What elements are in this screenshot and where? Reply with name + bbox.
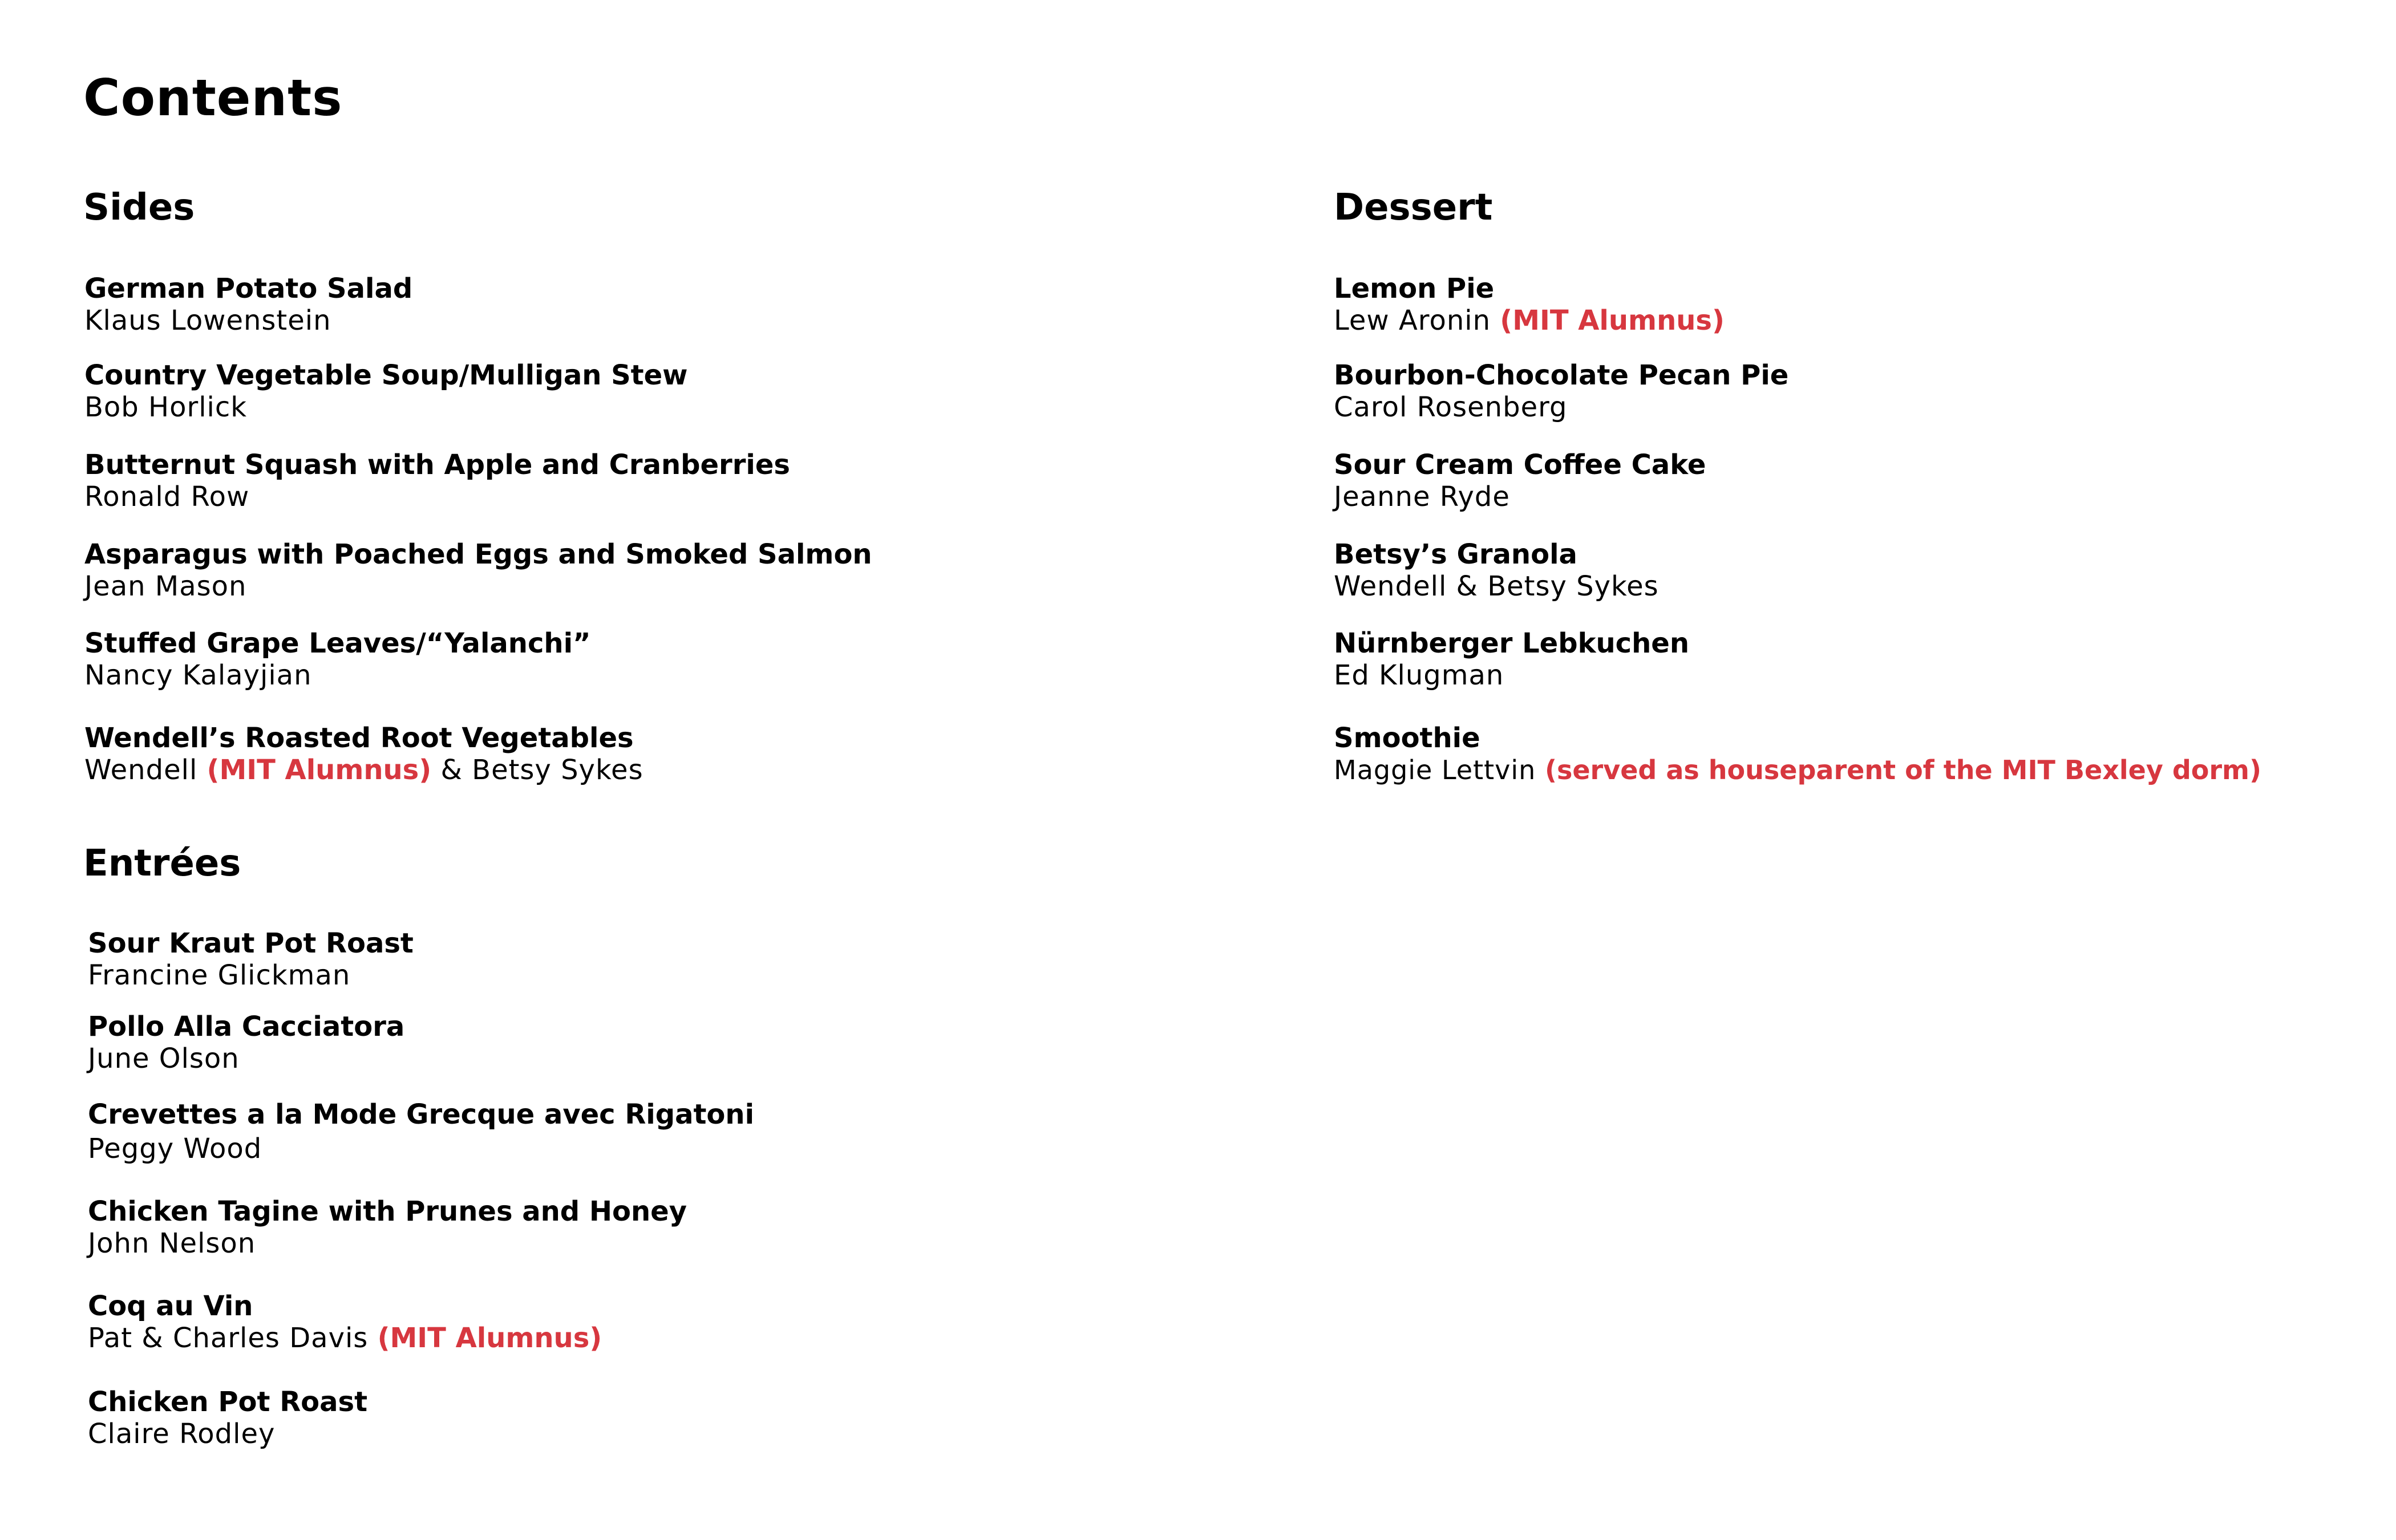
recipe-author: Jean Mason (84, 570, 247, 602)
toc-entry (88, 1386, 367, 1450)
toc-entry (1334, 359, 1788, 423)
recipe-title: German Potato Salad (84, 273, 413, 305)
toc-entry (88, 1011, 404, 1075)
recipe-author: Wendell & Betsy Sykes (1334, 570, 1659, 602)
recipe-title: Smoothie (1334, 722, 1480, 754)
author-name: Wendell (84, 754, 207, 786)
recipe-title: Bourbon-Chocolate Pecan Pie (1334, 359, 1789, 391)
recipe-title: Chicken Tagine with Prunes and Honey (88, 1195, 687, 1227)
alumnus-note: (MIT Alumnus) (207, 754, 432, 786)
author-name: Lew Aronin (1334, 305, 1500, 337)
author-name: Pat & Charles Davis (88, 1322, 378, 1354)
recipe-title: Sour Kraut Pot Roast (88, 927, 414, 959)
toc-entry (88, 1099, 754, 1165)
toc-entry (88, 927, 414, 991)
toc-entry (88, 1195, 687, 1259)
recipe-author: John Nelson (88, 1227, 256, 1259)
recipe-author: Ronald Row (84, 481, 250, 513)
author-name: Maggie Lettvin (1334, 755, 1545, 785)
recipe-title: Country Vegetable Soup/Mulligan Stew (84, 359, 688, 391)
toc-entry (84, 449, 790, 513)
recipe-author: Francine Glickman (88, 959, 351, 991)
toc-entry (88, 1290, 602, 1354)
toc-entry (84, 722, 643, 786)
toc-entry (1334, 722, 2261, 786)
recipe-author (84, 754, 643, 786)
author-name: & Betsy Sykes (431, 754, 643, 786)
recipe-title: Stuffed Grape Leaves/“Yalanchi” (84, 627, 591, 659)
recipe-author: June Olson (88, 1043, 240, 1075)
recipe-author: Carol Rosenberg (1334, 391, 1568, 423)
recipe-author: Ed Klugman (1334, 659, 1504, 691)
page-title: Contents (83, 68, 343, 127)
toc-entry (1334, 538, 1659, 602)
toc-entry (84, 359, 688, 423)
section-heading-dessert: Dessert (1334, 187, 1493, 229)
recipe-title: Coq au Vin (88, 1290, 253, 1322)
recipe-author (1334, 305, 1725, 337)
recipe-title: Sour Cream Coffee Cake (1334, 449, 1706, 481)
recipe-author: Jeanne Ryde (1334, 481, 1510, 513)
recipe-author (88, 1322, 602, 1354)
recipe-author: Bob Horlick (84, 391, 248, 423)
recipe-author: Claire Rodley (88, 1418, 276, 1450)
recipe-title: Butternut Squash with Apple and Cranberries (84, 449, 790, 481)
recipe-title: Betsy’s Granola (1334, 538, 1577, 570)
recipe-author: Klaus Lowenstein (84, 305, 331, 337)
recipe-author (1334, 754, 2261, 786)
recipe-title: Asparagus with Poached Eggs and Smoked Salmon (84, 538, 872, 570)
recipe-title: Lemon Pie (1334, 273, 1495, 305)
recipe-author: Peggy Wood (88, 1133, 262, 1165)
recipe-title: Wendell’s Roasted Root Vegetables (84, 722, 634, 754)
alumnus-note: (MIT Alumnus) (377, 1322, 602, 1354)
toc-entry (84, 273, 412, 337)
recipe-title: Nürnberger Lebkuchen (1334, 627, 1690, 659)
section-heading-sides: Sides (83, 187, 195, 229)
section-heading-entrees: Entrées (83, 842, 241, 885)
toc-entry (1334, 627, 1689, 691)
recipe-title: Crevettes a la Mode Grecque avec Rigatoni (88, 1099, 755, 1130)
houseparent-note: (served as houseparent of the MIT Bexley dorm) (1544, 755, 2262, 785)
recipe-author: Nancy Kalayjian (84, 659, 312, 691)
recipe-title: Pollo Alla Cacciatora (88, 1011, 405, 1043)
toc-entry (84, 627, 591, 691)
toc-entry (84, 538, 872, 602)
toc-entry (1334, 449, 1706, 513)
alumnus-note: (MIT Alumnus) (1500, 305, 1725, 337)
recipe-title: Chicken Pot Roast (88, 1386, 368, 1418)
toc-entry (1334, 273, 1725, 337)
